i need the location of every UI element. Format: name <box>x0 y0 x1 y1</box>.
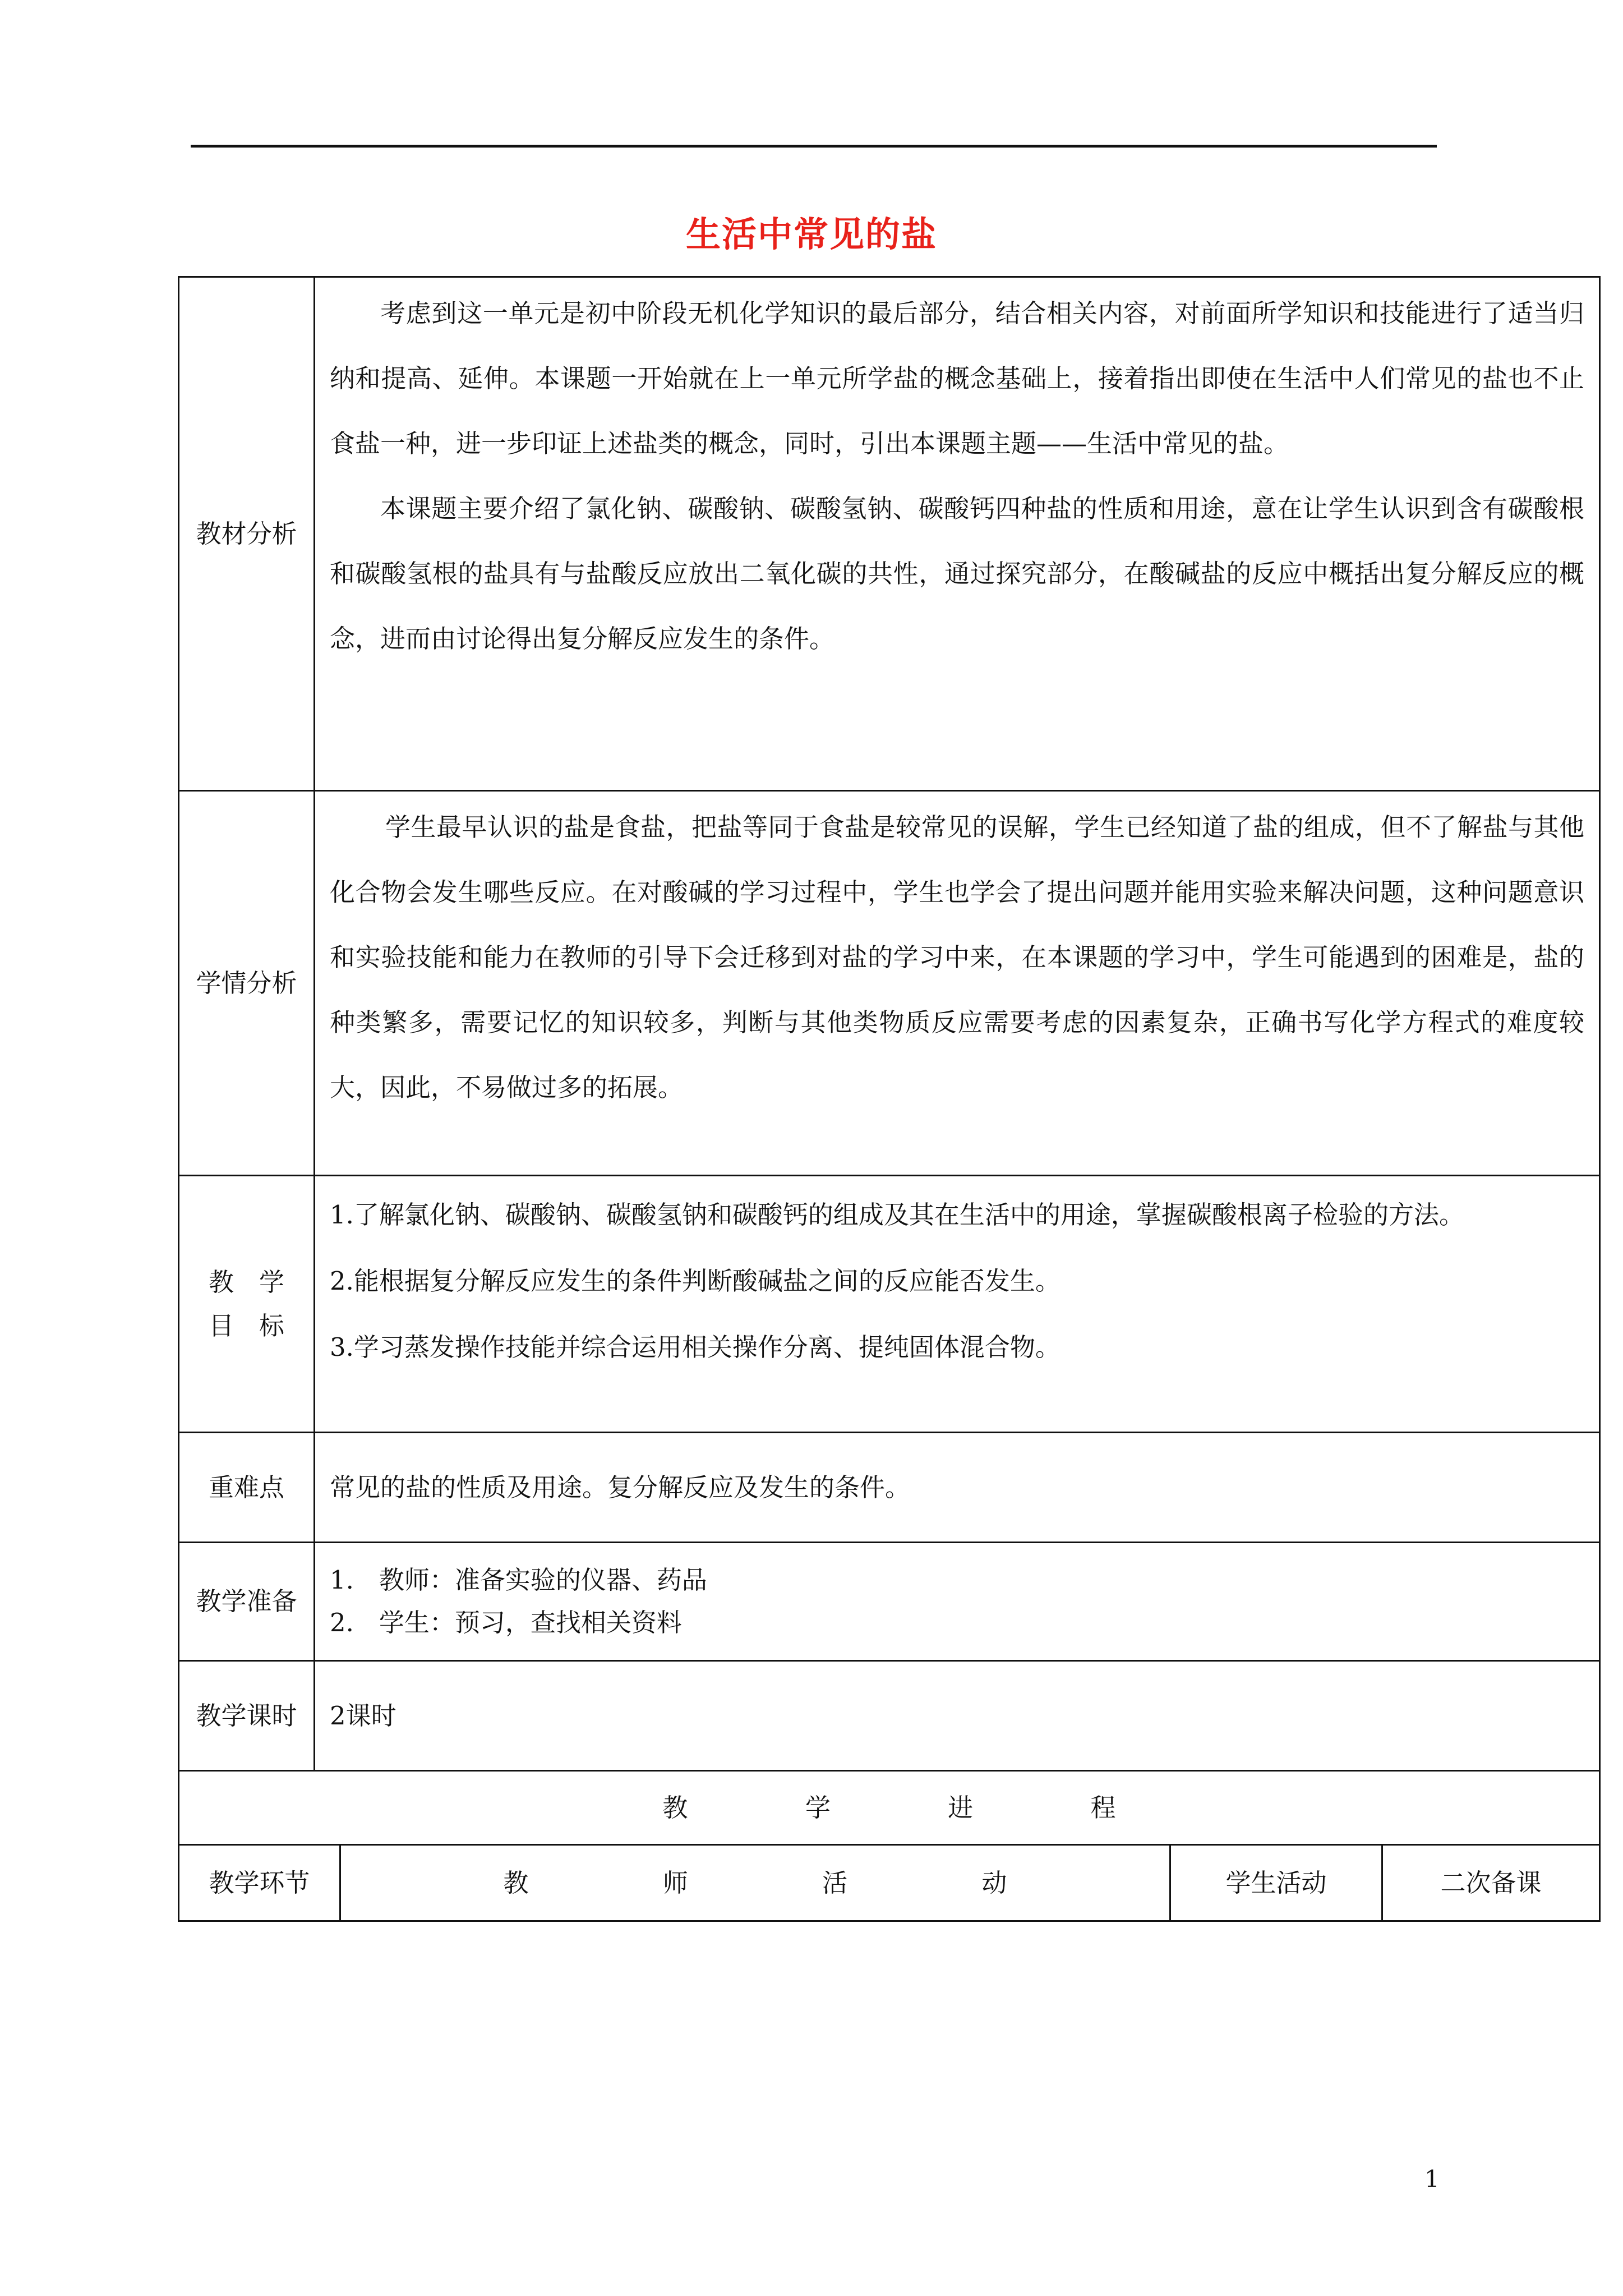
objective-item-2: 2.能根据复分解反应发生的条件判断酸碱盐之间的反应能否发生。 <box>330 1266 1061 1296</box>
process-heading-char-4: 程 <box>1090 1792 1116 1823</box>
objectives-content <box>315 1176 1600 1433</box>
lesson-plan-table <box>178 276 1601 1922</box>
process-heading-char-3: 进 <box>948 1792 974 1823</box>
material-paragraph-2: 本课题主要介绍了氯化钠、碳酸钠、碳酸氢钠、碳酸钙四种盐的性质和用途，意在让学生认识到含有碳酸根和碳酸氢根的盐具有与盐酸反应放出二氧化碳的共性，通过探究部分，在酸碱盐的反应中概括出复分解反应的概念，进而由讨论得出复分解反应发生的条件。 <box>330 494 1585 654</box>
objective-item-1: 1.了解氯化钠、碳酸钠、碳酸氢钠和碳酸钙的组成及其在生活中的用途，掌握碳酸根离子检验的方法。 <box>330 1200 1464 1230</box>
process-heading-char-1: 教 <box>662 1792 688 1823</box>
col-teacher-char-4: 动 <box>981 1867 1007 1898</box>
class-hours-content: 2课时 <box>315 1661 1600 1771</box>
material-analysis-content <box>315 277 1600 791</box>
header-rule <box>191 145 1437 148</box>
page-title: 生活中常见的盐 <box>685 214 937 255</box>
row-process-heading <box>179 1771 1600 1845</box>
col-header-student: 学生活动 <box>1170 1845 1382 1921</box>
preparation-content <box>315 1543 1600 1661</box>
process-heading <box>179 1771 1600 1845</box>
label-key-points: 重难点 <box>179 1433 315 1543</box>
student-analysis-content <box>315 791 1600 1176</box>
row-class-hours <box>179 1661 1600 1771</box>
key-points-content: 常见的盐的性质及用途。复分解反应及发生的条件。 <box>315 1433 1600 1543</box>
student-paragraph-1: 学生最早认识的盐是食盐，把盐等同于食盐是较常见的误解，学生已经知道了盐的组成，但不了解盐与其他化合物会发生哪些反应。在对酸碱的学习过程中，学生也学会了提出问题并能用实验来解决问题，这种问题意识和实验技能和能力在教师的引导下会迁移到对盐的学习中来，在本课题的学习中，学生可能遇到的困难是，盐的种类繁多，需要记忆的知识较多，判断与其他类物质反应需要考虑的因素复杂，正确书写化学方程式的难度较大，因此，不易做过多的拓展。 <box>330 812 1585 1102</box>
label-objectives-line2: 目 标 <box>208 1310 284 1341</box>
row-process-columns <box>179 1845 1600 1921</box>
process-heading-char-2: 学 <box>805 1792 831 1823</box>
material-paragraph-1: 考虑到这一单元是初中阶段无机化学知识的最后部分，结合相关内容，对前面所学知识和技能进行了适当归纳和提高、延伸。本课题一开始就在上一单元所学盐的概念基础上，接着指出即使在生活中人们常见的盐也不止食盐一种，进一步印证上述盐类的概念，同时，引出本课题主题——生活中常见的盐。 <box>330 298 1585 458</box>
col-header-stage: 教学环节 <box>179 1845 340 1921</box>
row-material-analysis <box>179 277 1600 791</box>
preparation-item-2: 2. 学生：预习，查找相关资料 <box>330 1608 682 1637</box>
col-teacher-char-3: 活 <box>822 1867 848 1898</box>
label-material-analysis: 教材分析 <box>179 277 315 791</box>
col-header-notes: 二次备课 <box>1382 1845 1600 1921</box>
page-number: 1 <box>1424 2165 1440 2193</box>
col-header-teacher <box>340 1845 1170 1921</box>
label-objectives-line1: 教 学 <box>208 1267 284 1297</box>
col-teacher-char-2: 师 <box>662 1867 688 1898</box>
col-teacher-char-1: 教 <box>503 1867 529 1898</box>
row-student-analysis <box>179 791 1600 1176</box>
label-objectives <box>179 1176 315 1433</box>
label-preparation: 教学准备 <box>179 1543 315 1661</box>
row-objectives <box>179 1176 1600 1433</box>
row-preparation <box>179 1543 1600 1661</box>
row-key-points <box>179 1433 1600 1543</box>
objective-item-3: 3.学习蒸发操作技能并综合运用相关操作分离、提纯固体混合物。 <box>330 1332 1061 1362</box>
label-student-analysis: 学情分析 <box>179 791 315 1176</box>
label-class-hours: 教学课时 <box>179 1661 315 1771</box>
preparation-item-1: 1. 教师：准备实验的仪器、药品 <box>330 1565 707 1595</box>
